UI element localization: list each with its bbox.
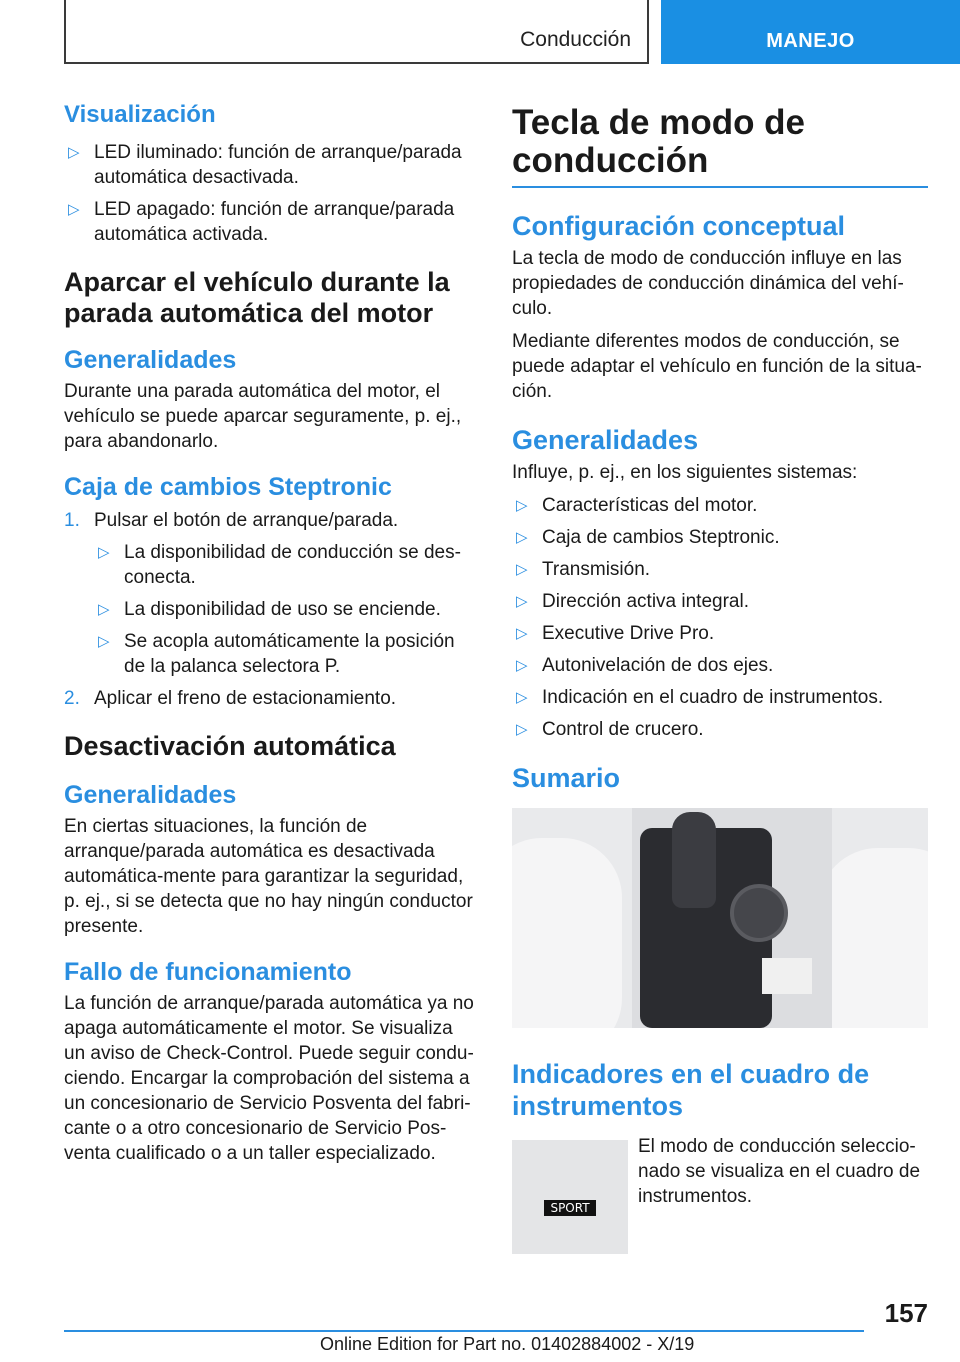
triangle-bullet-icon: ▷ bbox=[98, 633, 110, 650]
triangle-bullet-icon: ▷ bbox=[68, 201, 80, 218]
page-number: 157 bbox=[884, 1298, 928, 1328]
footer-divider bbox=[64, 1330, 864, 1332]
paragraph-fallo: La función de arranque/parada automática ya no apaga automáticamente el motor. Se visualiza un aviso de Check-Control. Puede seguir condu-ciendo. Encargar la comprobación del sistema a un concesionario de Servicio Posventa del fabri-cante o a otro concesionario de Servicio Pos-venta cualificado o a un taller especializado. bbox=[64, 993, 474, 1164]
list-item: ▷ Control de crucero. bbox=[516, 719, 704, 740]
list-item: ▷ La disponibilidad de conducción se des-conecta. bbox=[98, 542, 461, 588]
steptronic-steps bbox=[64, 508, 478, 711]
paragraph-indicadores: El modo de conducción seleccio-nado se visualiza en el cuadro de instrumentos. bbox=[638, 1136, 921, 1207]
systems-list bbox=[512, 493, 928, 742]
heading-configuracion: Configuración conceptual bbox=[512, 211, 846, 241]
heading-aparcar: Aparcar el vehículo durante la parada automática del motor bbox=[64, 267, 450, 328]
list-item: ▷ Dirección activa integral. bbox=[516, 591, 749, 612]
sport-mode-badge: SPORT bbox=[544, 1200, 596, 1216]
header-section-title: Conducción bbox=[520, 28, 631, 51]
footer-edition: Online Edition for Part no. 01402884002 - X/19 bbox=[320, 1334, 695, 1354]
list-item: ▷ Transmisión. bbox=[516, 559, 651, 580]
list-item: ▷ Indicación en el cuadro de instrumentos. bbox=[516, 687, 884, 708]
heading-tecla-modo: Tecla de modo de conducción bbox=[512, 103, 806, 180]
heading-desactivacion: Desactivación automática bbox=[64, 731, 396, 761]
paragraph-generalidades-2: En ciertas situaciones, la función de arranque/parada automática es desactivada automática-mente para garantizar la seguridad, p. ej., si se detecta que no hay ningún conductor presente. bbox=[64, 816, 473, 937]
heading-generalidades-3: Generalidades bbox=[512, 425, 699, 455]
instrument-cluster-image bbox=[512, 1140, 628, 1254]
step-item: 2. Aplicar el freno de estacionamiento. bbox=[64, 688, 397, 709]
visualizacion-list bbox=[64, 140, 478, 247]
gear-lever-icon bbox=[672, 812, 716, 908]
list-item: ▷ LED iluminado: función de arranque/parada automática desactivada. bbox=[68, 142, 462, 188]
list-item: ▷ Caja de cambios Steptronic. bbox=[516, 527, 780, 548]
heading-generalidades-2: Generalidades bbox=[64, 781, 237, 809]
triangle-bullet-icon: ▷ bbox=[98, 601, 110, 618]
list-item: ▷ Autonivelación de dos ejes. bbox=[516, 655, 774, 676]
triangle-bullet-icon: ▷ bbox=[516, 625, 528, 642]
console-photo bbox=[512, 808, 928, 1028]
triangle-bullet-icon: ▷ bbox=[516, 497, 528, 514]
heading-visualizacion: Visualización bbox=[64, 101, 216, 128]
header-chapter-label: MANEJO bbox=[766, 30, 855, 52]
indicadores-block bbox=[512, 1134, 928, 1254]
paragraph-generalidades-1: Durante una parada automática del motor, el vehículo se puede aparcar seguramente, p. ej., para abandonarlo. bbox=[64, 381, 462, 452]
heading-indicadores: Indicadores en el cuadro de instrumentos bbox=[512, 1059, 870, 1121]
triangle-bullet-icon: ▷ bbox=[516, 561, 528, 578]
triangle-bullet-icon: ▷ bbox=[98, 544, 110, 561]
heading-sumario: Sumario bbox=[512, 763, 621, 793]
paragraph-config-1: La tecla de modo de conducción influye en las propiedades de conducción dinámica del vehí-culo. bbox=[512, 248, 904, 319]
step-item: 1. Pulsar el botón de arranque/parada. ▷ La disponibilidad de conducción se des-conecta. ▷ La disponibilidad de uso se enciende. ▷ Se acopla automáticamente la posición de la palanca selectora P. bbox=[64, 508, 478, 679]
triangle-bullet-icon: ▷ bbox=[516, 689, 528, 706]
right-column bbox=[512, 104, 928, 1254]
heading-generalidades-1: Generalidades bbox=[64, 346, 237, 374]
triangle-bullet-icon: ▷ bbox=[516, 593, 528, 610]
list-item: ▷ Executive Drive Pro. bbox=[516, 623, 715, 644]
heading-fallo: Fallo de funcionamiento bbox=[64, 958, 352, 986]
header-chapter-tab[interactable] bbox=[661, 0, 960, 64]
header-section-box bbox=[64, 0, 649, 64]
controller-knob-icon bbox=[730, 884, 788, 942]
triangle-bullet-icon: ▷ bbox=[68, 144, 80, 161]
list-item: ▷ La disponibilidad de uso se enciende. bbox=[98, 599, 441, 620]
list-item: ▷ Se acopla automáticamente la posición de la palanca selectora P. bbox=[98, 631, 455, 677]
triangle-bullet-icon: ▷ bbox=[516, 529, 528, 546]
triangle-bullet-icon: ▷ bbox=[516, 657, 528, 674]
paragraph-generalidades-3: Influye, p. ej., en los siguientes sistemas: bbox=[512, 462, 858, 483]
heading-steptronic: Caja de cambios Steptronic bbox=[64, 473, 392, 501]
paragraph-config-2: Mediante diferentes modos de conducción, se puede adaptar el vehículo en función de la situa-ción. bbox=[512, 331, 922, 402]
triangle-bullet-icon: ▷ bbox=[516, 721, 528, 738]
list-item: ▷ LED apagado: función de arranque/parada automática activada. bbox=[68, 199, 455, 245]
left-column bbox=[64, 100, 478, 1166]
step1-sublist bbox=[94, 540, 478, 679]
heading-divider bbox=[512, 186, 928, 188]
list-item: ▷ Características del motor. bbox=[516, 495, 758, 516]
